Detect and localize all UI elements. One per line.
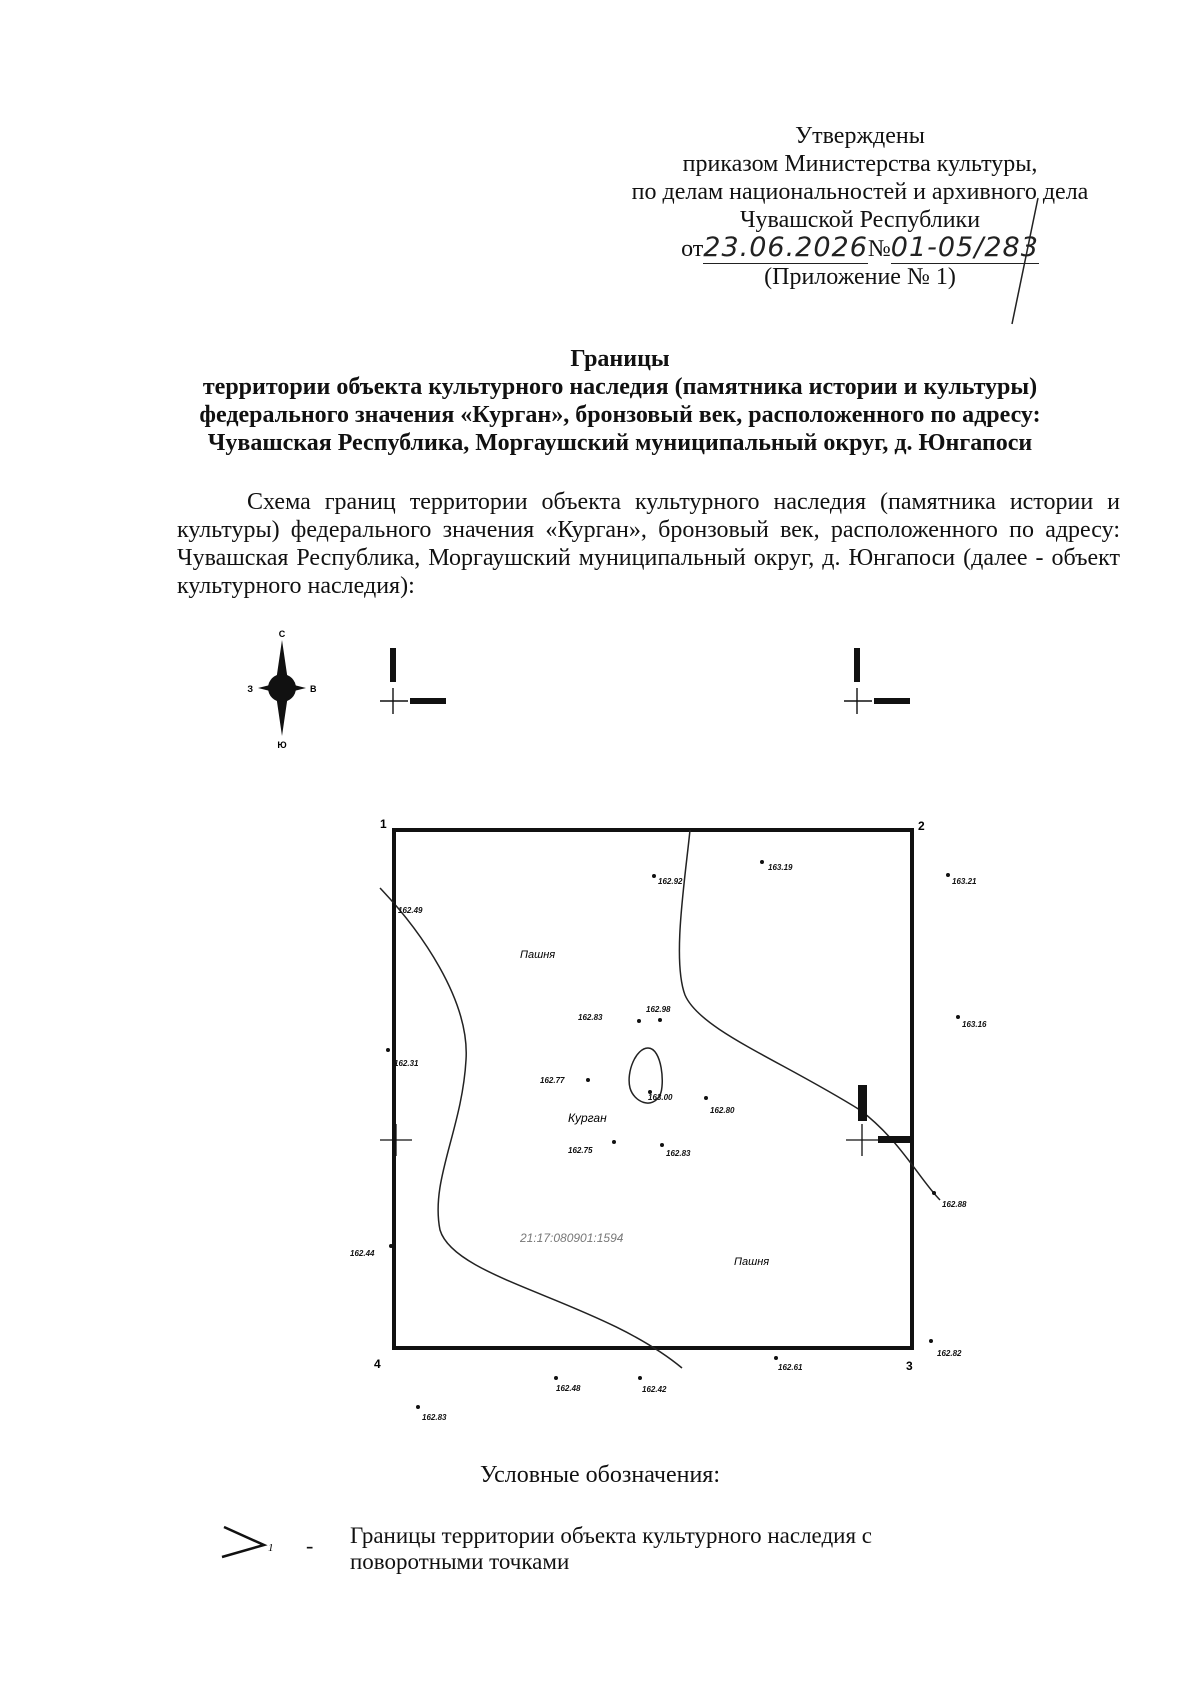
boundary-polygon [394, 830, 912, 1348]
field-label-south: Пашня [734, 1256, 770, 1268]
handwritten-number: 01-05/283 [890, 232, 1039, 263]
elevation-point [554, 1376, 558, 1380]
compass-east-label: В [310, 684, 317, 694]
field-boundary-east [679, 830, 940, 1200]
intro-text: Схема границ территории объекта культурного наследия (памятника истории и культуры) федерального значения «Курган», бронзовый век, расположенного по адресу: Чувашская Республика, Моргаушский муниципальный округ, д. Юнгапоси (далее - объект культурного наследия): [177, 489, 1120, 599]
compass-south-label: Ю [277, 740, 287, 750]
elevation-point [612, 1140, 616, 1144]
field-label-north: Пашня [520, 949, 556, 961]
elevation-point [392, 903, 396, 907]
title-line-1: Границы [570, 346, 670, 372]
elevation-point [416, 1405, 420, 1409]
legend-description: Границы территории объекта культурного наследия с поворотными точками [350, 1523, 873, 1574]
approval-issuer-line1: приказом Министерства культуры, [682, 151, 1038, 177]
appendix-label: (Приложение № 1) [764, 264, 956, 290]
elevation-point [586, 1078, 590, 1082]
number-prefix: № [867, 236, 891, 262]
title-line-4: Чувашская Республика, Моргаушский муниципальный округ, д. Юнгапоси [207, 430, 1033, 456]
compass-rose-icon [247, 629, 317, 750]
kurgan-label: Курган [568, 1111, 607, 1125]
corner-point-1: 1 [380, 817, 387, 831]
elevation-point [652, 874, 656, 878]
title-line-2: территории объекта культурного наследия (памятника истории и культуры) [202, 374, 1038, 400]
legend-item-boundary [220, 1515, 1120, 1595]
elevation-point [956, 1015, 960, 1019]
elevation-point [637, 1019, 641, 1023]
date-prefix: от [681, 236, 704, 262]
elevation-point [658, 1018, 662, 1022]
title-line-3: федерального значения «Курган», бронзовый век, расположенного по адресу: [199, 402, 1041, 428]
elevation-label: 162.83 [422, 1413, 447, 1422]
elevation-point [389, 1244, 393, 1248]
boundary-symbol-icon [220, 1521, 280, 1561]
elevation-label: 162.75 [568, 1146, 593, 1155]
legend-point-number: 1 [268, 1542, 274, 1554]
elevation-label: 162.44 [350, 1249, 375, 1258]
elevation-point [932, 1191, 936, 1195]
cadastral-number-label: 21:17:080901:1594 [520, 1231, 624, 1245]
elevation-point [704, 1096, 708, 1100]
elevation-label: 163.21 [952, 877, 977, 886]
elevation-point [386, 1048, 390, 1052]
elevation-label: 162.61 [778, 1363, 803, 1372]
elevation-label: 162.98 [646, 1005, 671, 1014]
approval-title: Утверждены [795, 123, 925, 149]
handwritten-slash-mark [1012, 198, 1038, 324]
compass-west-label: З [247, 684, 253, 694]
elevation-label: 162.48 [556, 1384, 581, 1393]
approval-issuer-line3: Чувашской Республики [739, 207, 981, 233]
elevation-label: 162.42 [642, 1385, 667, 1394]
elevation-point [660, 1143, 664, 1147]
elevation-point [929, 1339, 933, 1343]
elevation-label: 163.16 [962, 1020, 987, 1029]
grid-cross-inner-east [846, 1085, 910, 1156]
corner-point-4: 4 [374, 1357, 381, 1371]
elevation-label: 162.83 [578, 1013, 603, 1022]
elevation-label: 162.83 [666, 1149, 691, 1158]
elevation-label: 162.92 [658, 877, 683, 886]
elevation-label: 162.82 [937, 1349, 962, 1358]
grid-cross-left [380, 648, 446, 714]
elevation-label: 162.31 [394, 1059, 419, 1068]
legend-dash: - [306, 1533, 314, 1558]
elevation-point [638, 1376, 642, 1380]
elevation-point [760, 860, 764, 864]
elevation-point [774, 1356, 778, 1360]
elevation-label: 163.19 [768, 863, 793, 872]
compass-north-label: С [278, 629, 286, 639]
elevation-label: 162.77 [540, 1076, 565, 1085]
grid-cross-right [844, 648, 910, 714]
elevation-label: 162.49 [398, 906, 423, 915]
elevation-point [946, 873, 950, 877]
legend-heading: Условные обозначения: [479, 1462, 721, 1488]
corner-point-3: 3 [906, 1359, 913, 1373]
handwritten-date: 23.06.2026 [703, 232, 868, 263]
elevation-label: 162.80 [710, 1106, 735, 1115]
approval-issuer-line2: по делам национальностей и архивного дела [631, 179, 1089, 205]
elevation-label: 163.00 [648, 1093, 673, 1102]
elevation-label: 162.88 [942, 1200, 967, 1209]
corner-point-2: 2 [918, 819, 925, 833]
